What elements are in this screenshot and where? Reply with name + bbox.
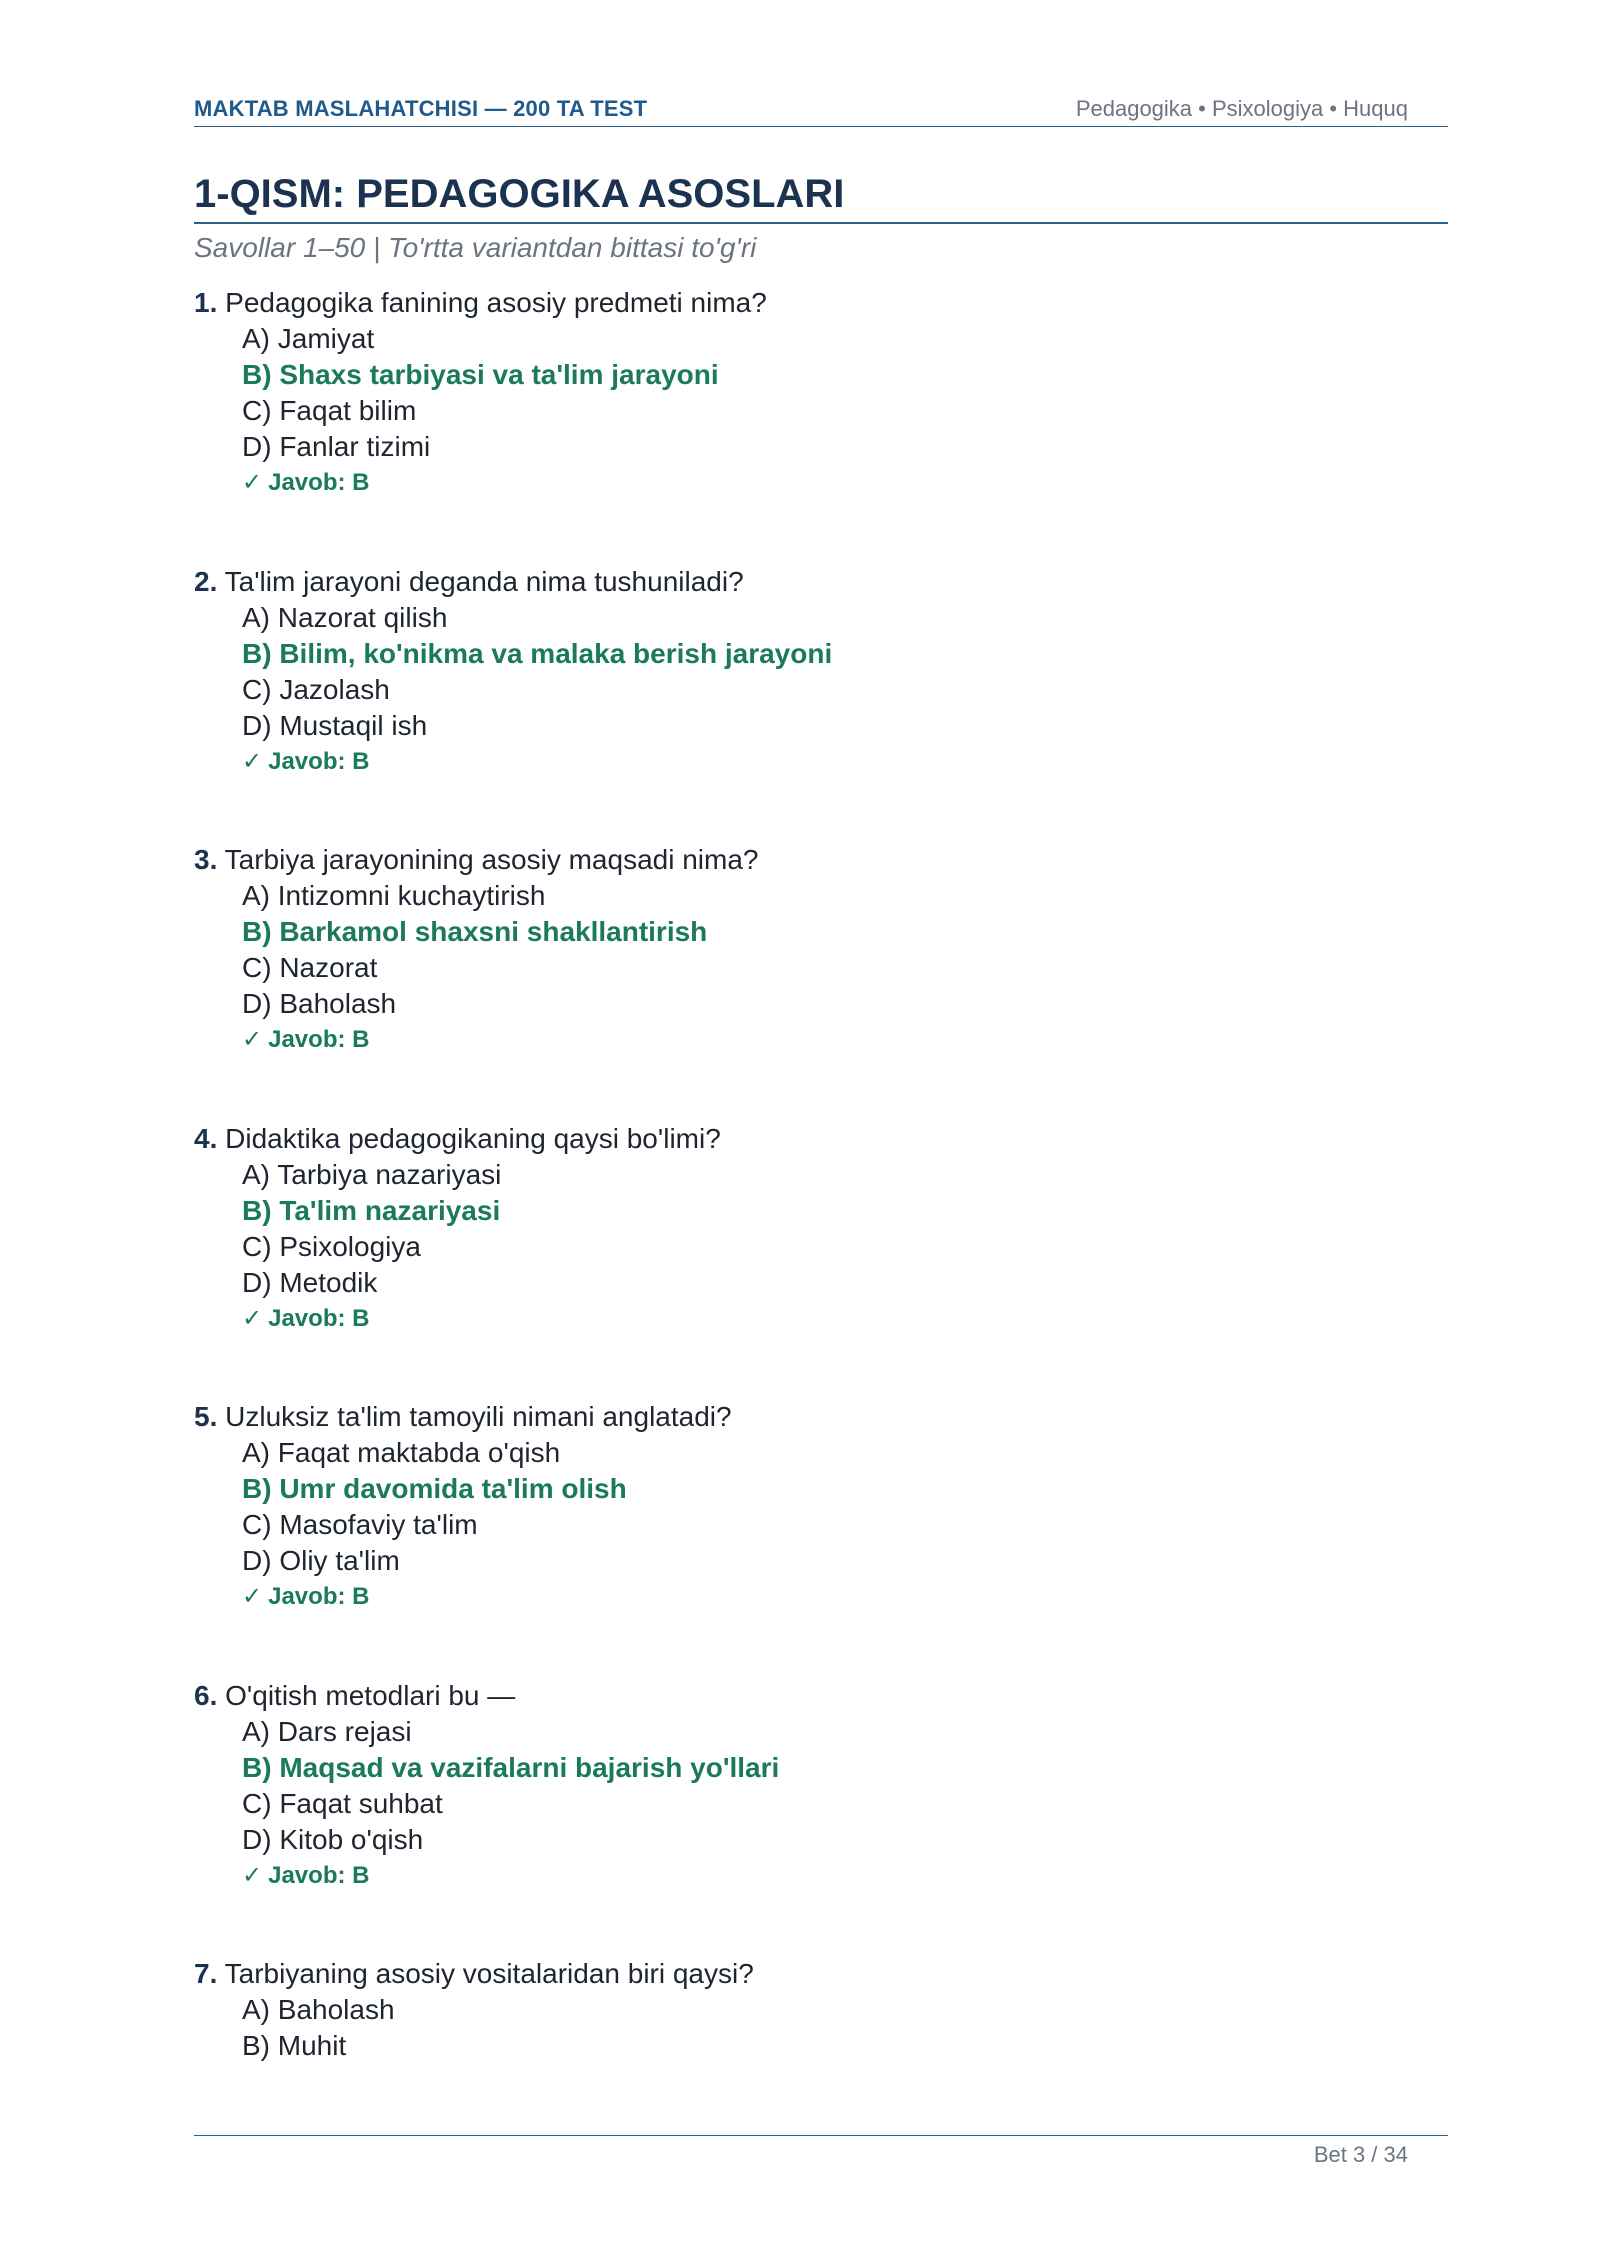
answer-option: A) Jamiyat bbox=[242, 323, 375, 354]
checkmark-icon: ✓ bbox=[242, 1583, 263, 1610]
answer-option: B) Shaxs tarbiyasi va ta'lim jarayoni bbox=[242, 359, 719, 390]
answer-option: D) Mustaqil ish bbox=[242, 709, 428, 741]
question-body: Tarbiya jarayonining asosiy maqsadi nima? bbox=[224, 844, 759, 875]
answer-option: A) Tarbiya nazariyasi bbox=[242, 1158, 502, 1190]
answer-option: D) Baholash bbox=[242, 988, 397, 1019]
answer-letter: B bbox=[352, 469, 370, 496]
answer-letter: B bbox=[352, 1583, 370, 1610]
question-number: 5. bbox=[194, 1401, 218, 1432]
answer-option: C) Jazolash bbox=[242, 673, 390, 705]
question-body: O'qitish metodlari bu — bbox=[225, 1679, 516, 1711]
answer-option: A) Dars rejasi bbox=[242, 1715, 412, 1747]
section-subtitle: Savollar 1–50 | To'rtta variantdan bittasi to'g'ri bbox=[194, 232, 757, 263]
correct-answer bbox=[242, 465, 1448, 501]
question-number: 2. bbox=[194, 565, 218, 597]
answer-label: Javob: bbox=[268, 1583, 346, 1610]
checkmark-icon: ✓ bbox=[242, 1861, 263, 1889]
question-item bbox=[194, 1399, 1448, 1678]
question-text bbox=[194, 1678, 1448, 1714]
question-number: 3. bbox=[194, 844, 218, 875]
answer-option: C) Faqat bilim bbox=[242, 395, 417, 426]
question-text bbox=[194, 1399, 1448, 1435]
correct-answer bbox=[242, 1301, 1448, 1337]
answer-label: Javob: bbox=[268, 469, 346, 496]
answer-letter: B bbox=[352, 1861, 370, 1889]
question-item bbox=[194, 1678, 1448, 1957]
question-text bbox=[194, 285, 1448, 321]
question-body: Didaktika pedagogikaning qaysi bo'limi? bbox=[225, 1122, 721, 1154]
answer-option: B) Bilim, ko'nikma va malaka berish jarayoni bbox=[242, 637, 833, 669]
answer-option: A) Intizomni kuchaytirish bbox=[242, 880, 546, 911]
answer-option: B) Maqsad va vazifalarni bajarish yo'llari bbox=[242, 1751, 780, 1783]
answer-label: Javob: bbox=[268, 747, 346, 775]
answer-option: B) Umr davomida ta'lim olish bbox=[242, 1473, 627, 1504]
question-text bbox=[194, 564, 1448, 600]
correct-answer bbox=[242, 1858, 1448, 1894]
footer-divider bbox=[194, 2135, 1448, 2136]
question-body: Pedagogika fanining asosiy predmeti nima? bbox=[225, 287, 767, 318]
correct-answer bbox=[242, 1022, 1448, 1058]
question-number: 1. bbox=[194, 287, 218, 318]
question-body: Ta'lim jarayoni deganda nima tushuniladi? bbox=[224, 565, 744, 597]
checkmark-icon: ✓ bbox=[242, 747, 263, 775]
checkmark-icon: ✓ bbox=[242, 469, 263, 496]
answer-option: A) Faqat maktabda o'qish bbox=[242, 1437, 561, 1468]
question-list bbox=[194, 285, 1448, 2235]
answer-option: B) Muhit bbox=[242, 2030, 347, 2061]
correct-answer bbox=[242, 1579, 1448, 1615]
question-text bbox=[194, 842, 1448, 878]
question-item bbox=[194, 1956, 1448, 2235]
question-item bbox=[194, 564, 1448, 843]
section-title: 1-QISM: PEDAGOGIKA ASOSLARI bbox=[194, 172, 845, 216]
question-text bbox=[194, 1956, 1448, 1992]
answer-option: C) Faqat suhbat bbox=[242, 1787, 443, 1819]
question-item bbox=[194, 842, 1448, 1121]
answer-option: D) Kitob o'qish bbox=[242, 1823, 424, 1855]
question-text bbox=[194, 1121, 1448, 1157]
answer-option: B) Ta'lim nazariyasi bbox=[242, 1194, 501, 1226]
answer-label: Javob: bbox=[268, 1304, 346, 1332]
answer-letter: B bbox=[352, 747, 370, 775]
answer-option: D) Metodik bbox=[242, 1266, 378, 1298]
answer-label: Javob: bbox=[268, 1026, 346, 1053]
answer-option: A) Baholash bbox=[242, 1994, 395, 2025]
answer-option: C) Nazorat bbox=[242, 952, 378, 983]
header-title: MAKTAB MASLAHATCHISI — 200 TA TEST bbox=[194, 96, 648, 121]
answer-label: Javob: bbox=[268, 1861, 346, 1889]
page-number: Bet 3 / 34 bbox=[1313, 2142, 1408, 2167]
answer-option: B) Barkamol shaxsni shakllantirish bbox=[242, 916, 708, 947]
answer-option: A) Nazorat qilish bbox=[242, 601, 448, 633]
question-number: 7. bbox=[194, 1958, 218, 1989]
checkmark-icon: ✓ bbox=[242, 1304, 263, 1332]
question-number: 4. bbox=[194, 1122, 218, 1154]
page-header bbox=[194, 92, 1448, 127]
answer-letter: B bbox=[352, 1026, 370, 1053]
question-item bbox=[194, 1121, 1448, 1400]
section-heading bbox=[194, 166, 1448, 224]
header-subjects: Pedagogika • Psixologiya • Huquq bbox=[1075, 96, 1408, 121]
question-body: Uzluksiz ta'lim tamoyili nimani anglatadi? bbox=[225, 1401, 732, 1432]
correct-answer bbox=[242, 744, 1448, 780]
answer-option: C) Psixologiya bbox=[242, 1230, 421, 1262]
question-number: 6. bbox=[194, 1679, 218, 1711]
answer-option: D) Oliy ta'lim bbox=[242, 1545, 400, 1576]
question-body: Tarbiyaning asosiy vositalaridan biri qaysi? bbox=[224, 1958, 754, 1989]
answer-option: C) Masofaviy ta'lim bbox=[242, 1509, 478, 1540]
question-item bbox=[194, 285, 1448, 564]
answer-letter: B bbox=[352, 1304, 370, 1332]
answer-option: D) Fanlar tizimi bbox=[242, 431, 431, 462]
checkmark-icon: ✓ bbox=[242, 1026, 263, 1053]
